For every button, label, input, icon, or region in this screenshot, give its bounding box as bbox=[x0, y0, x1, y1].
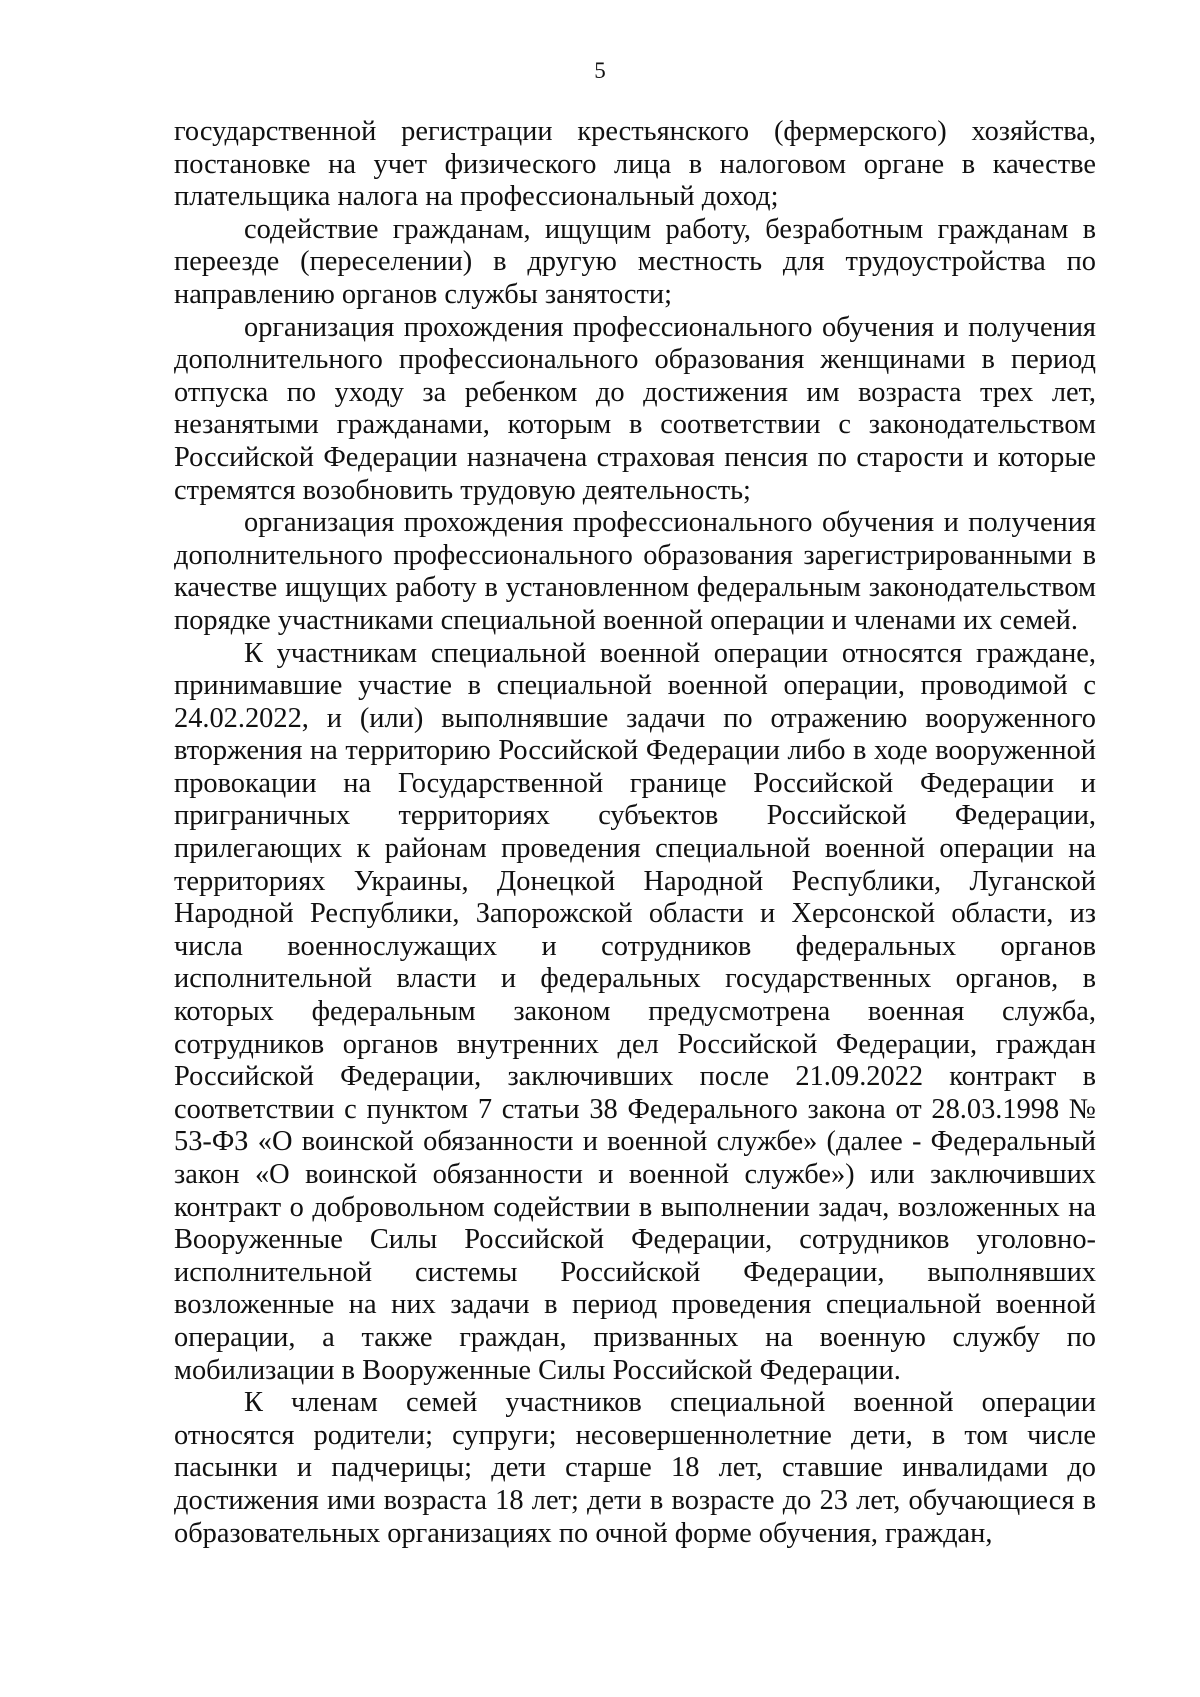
paragraph-svo-participants: К участникам специальной военной операции относятся граждане, принимавшие участие в специальной военной операции, проводимой с 24.02.2022, и (или) выполнявшие задачи по отражению вооруженного вторжения на территорию Российской Федерации либо в ходе вооруженной провокации на Государственной границе Российской Федерации и приграничных территориях субъектов Российской Федерации, прилегающих к районам проведения специальной военной операции на территориях Украины, Донецкой Народной Республики, Луганской Народной Республики, Запорожской области и Херсонской области, из числа военнослужащих и сотрудников федеральных органов исполнительной власти и федеральных государственных органов, в которых федеральным законом предусмотрена военная служба, сотрудников органов внутренних дел Российской Федерации, граждан Российской Федерации, заключивших после 21.09.2022 контракт в соответствии с пунктом 7 статьи 38 Федерального закона от 28.03.1998 № 53-ФЗ «О воинской обязанности и военной службе» (далее - Федеральный закон «О воинской обязанности и военной службе») или заключивших контракт о добровольном содействии в выполнении задач, возложенных на Вооруженные Силы Российской Федерации, сотрудников уголовно-исполнительной системы Российской Федерации, выполнявших возложенные на них задачи в период проведения специальной военной операции, а также граждан, призванных на военную службу по мобилизации в Вооруженные Силы Российской Федерации. bbox=[174, 637, 1096, 1386]
paragraph-continuation: государственной регистрации крестьянского (фермерского) хозяйства, постановке на учет физического лица в налоговом органе в качестве плательщика налога на профессиональный доход; bbox=[174, 116, 1096, 213]
paragraph-training-women: организация прохождения профессионального обучения и получения дополнительного профессионального образования женщинами в период отпуска по уходу за ребенком до достижения им возраста трех лет, незанятыми гражданами, которым в соответствии с законодательством Российской Федерации назначена страховая пенсия по старости и которые стремятся возобновить трудовую деятельность; bbox=[174, 311, 1096, 506]
paragraph-training-svo: организация прохождения профессионального обучения и получения дополнительного профессионального образования зарегистрированными в качестве ищущих работу в установленном федеральным законодательством порядке участниками специальной военной операции и членами их семей. bbox=[174, 507, 1096, 636]
paragraph-relocation-assistance: содействие гражданам, ищущим работу, безработным гражданам в переезде (переселении) в другую местность для трудоустройства по направлению органов службы занятости; bbox=[174, 213, 1096, 310]
document-body bbox=[174, 116, 1096, 1550]
page-number: 5 bbox=[594, 58, 606, 83]
paragraph-family-members: К членам семей участников специальной военной операции относятся родители; супруги; несовершеннолетние дети, в том числе пасынки и падчерицы; дети старше 18 лет, ставшие инвалидами до достижения ими возраста 18 лет; дети в возрасте до 23 лет, обучающиеся в образовательных организациях по очной форме обучения, граждан, bbox=[174, 1387, 1096, 1549]
